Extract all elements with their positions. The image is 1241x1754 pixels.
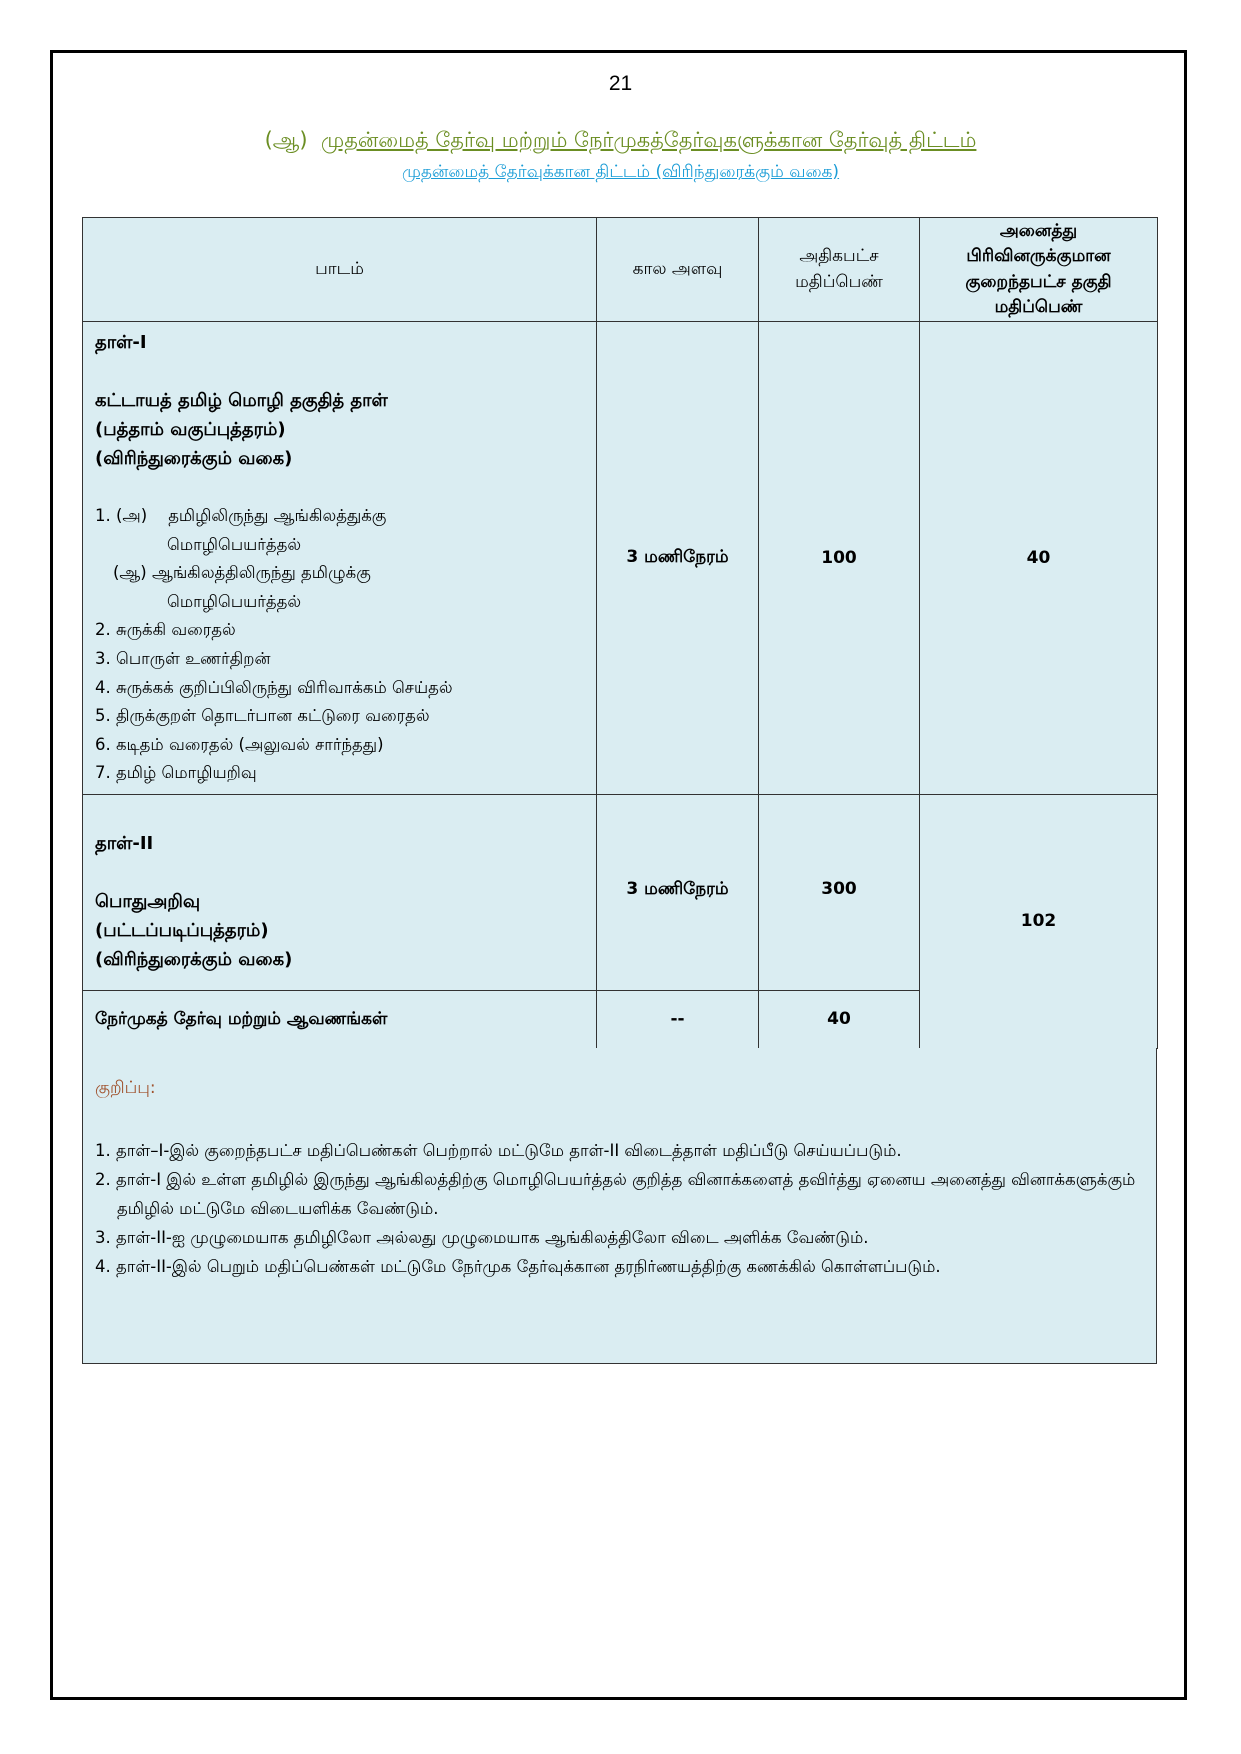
section-prefix: (ஆ) xyxy=(264,128,308,152)
notes-box xyxy=(82,1048,1157,1364)
notes-heading: குறிப்பு: xyxy=(95,1078,156,1098)
paper2-duration: 3 மணிநேரம் xyxy=(597,794,759,990)
paper2-name: தாள்-II xyxy=(95,832,154,854)
list-item: 5. திருக்குறள் தொடர்பான கட்டுரை வரைதல் xyxy=(95,706,430,726)
header-min-marks: அனைத்து பிரிவினருக்குமான குறைந்தபட்ச தகுதி மதிப்பெண் xyxy=(920,218,1158,322)
paper1-duration: 3 மணிநேரம் xyxy=(597,322,759,795)
paper2-subject-cell xyxy=(83,794,597,990)
paper2-level: (பட்டப்படிப்புத்தரம்) xyxy=(95,919,269,941)
paper1-title: கட்டாயத் தமிழ் மொழி தகுதித் தாள் xyxy=(95,390,388,411)
paper1-item-1b-cont: மொழிபெயர்த்தல் xyxy=(167,591,302,611)
paper2-title: பொதுஅறிவு xyxy=(95,890,201,912)
paper2-type: (விரிந்துரைக்கும் வகை) xyxy=(95,948,293,970)
note-item: 4. தாள்-II-இல் பெறும் மதிப்பெண்கள் மட்டுமே நேர்முக தேர்வுக்கான தரநிர்ணயத்திற்கு கணக்கில் கொள்ளப்படும். xyxy=(95,1257,941,1276)
header-max-marks: அதிகபட்ச மதிப்பெண் xyxy=(759,218,920,322)
note-item: 3. தாள்-II-ஐ முழுமையாக தமிழிலோ அல்லது முழுமையாக ஆங்கிலத்திலோ விடை அளிக்க வேண்டும். xyxy=(95,1228,869,1247)
paper2-max-marks: 300 xyxy=(759,794,920,990)
table-row-paper1 xyxy=(83,322,1158,795)
list-item: 7. தமிழ் மொழியறிவு xyxy=(95,763,257,783)
paper1-item-1b: (ஆ) ஆங்கிலத்திலிருந்து தமிழுக்கு xyxy=(113,563,371,583)
paper1-level: (பத்தாம் வகுப்புத்தரம்) xyxy=(95,419,286,440)
list-item: 4. சுருக்கக் குறிப்பிலிருந்து விரிவாக்கம் செய்தல் xyxy=(95,677,453,697)
header-subject: பாடம் xyxy=(83,218,597,322)
paper1-subject-cell xyxy=(83,322,597,795)
exam-scheme-table xyxy=(82,217,1158,1049)
paper1-name: தாள்-I xyxy=(95,332,147,353)
paper1-item-1a-text: தமிழிலிருந்து ஆங்கிலத்துக்கு xyxy=(168,506,387,525)
table-header-row xyxy=(83,218,1158,322)
interview-max-marks: 40 xyxy=(759,990,920,1048)
list-item: 6. கடிதம் வரைதல் (அலுவல் சார்ந்தது) xyxy=(95,734,384,754)
paper1-type: (விரிந்துரைக்கும் வகை) xyxy=(95,448,293,469)
paper1-min-marks: 40 xyxy=(920,322,1158,795)
note-item: 2. தாள்-I இல் உள்ள தமிழில் இருந்து ஆங்கிலத்திற்கு மொழிபெயர்த்தல் குறித்த வினாக்களைத் தவிர்த்து ஏனைய அனைத்து வினாக்களுக்கும் தமிழில் மட்டுமே விடையளிக்க வேண்டும். xyxy=(95,1170,1136,1218)
paper1-item-1a xyxy=(95,502,584,531)
paper1-item-1a-prefix: 1. (அ) xyxy=(95,506,148,525)
interview-subject: நேர்முகத் தேர்வு மற்றும் ஆவணங்கள் xyxy=(83,990,597,1048)
paper1-max-marks: 100 xyxy=(759,322,920,795)
header-duration: கால அளவு xyxy=(597,218,759,322)
section-subtitle: முதன்மைத் தேர்வுக்கான திட்டம் (விரிந்துரைக்கும் வகை) xyxy=(401,162,840,182)
paper2-min-marks: 102 xyxy=(920,794,1158,1048)
section-heading xyxy=(0,128,1241,155)
note-item: 1. தாள்–I-இல் குறைந்தபட்ச மதிப்பெண்கள் பெற்றால் மட்டுமே தாள்-II விடைத்தாள் மதிப்பீடு செய்யப்படும். xyxy=(95,1141,902,1160)
table-row-paper2 xyxy=(83,794,1158,990)
paper1-item-1a-cont: மொழிபெயர்த்தல் xyxy=(167,534,302,554)
section-title: முதன்மைத் தேர்வு மற்றும் நேர்முகத்தேர்வுகளுக்கான தேர்வுத் திட்டம் xyxy=(320,128,977,152)
list-item: 3. பொருள் உணர்திறன் xyxy=(95,648,271,668)
list-item: 2. சுருக்கி வரைதல் xyxy=(95,620,236,640)
page-number: 21 xyxy=(608,72,633,95)
interview-duration: -- xyxy=(597,990,759,1048)
